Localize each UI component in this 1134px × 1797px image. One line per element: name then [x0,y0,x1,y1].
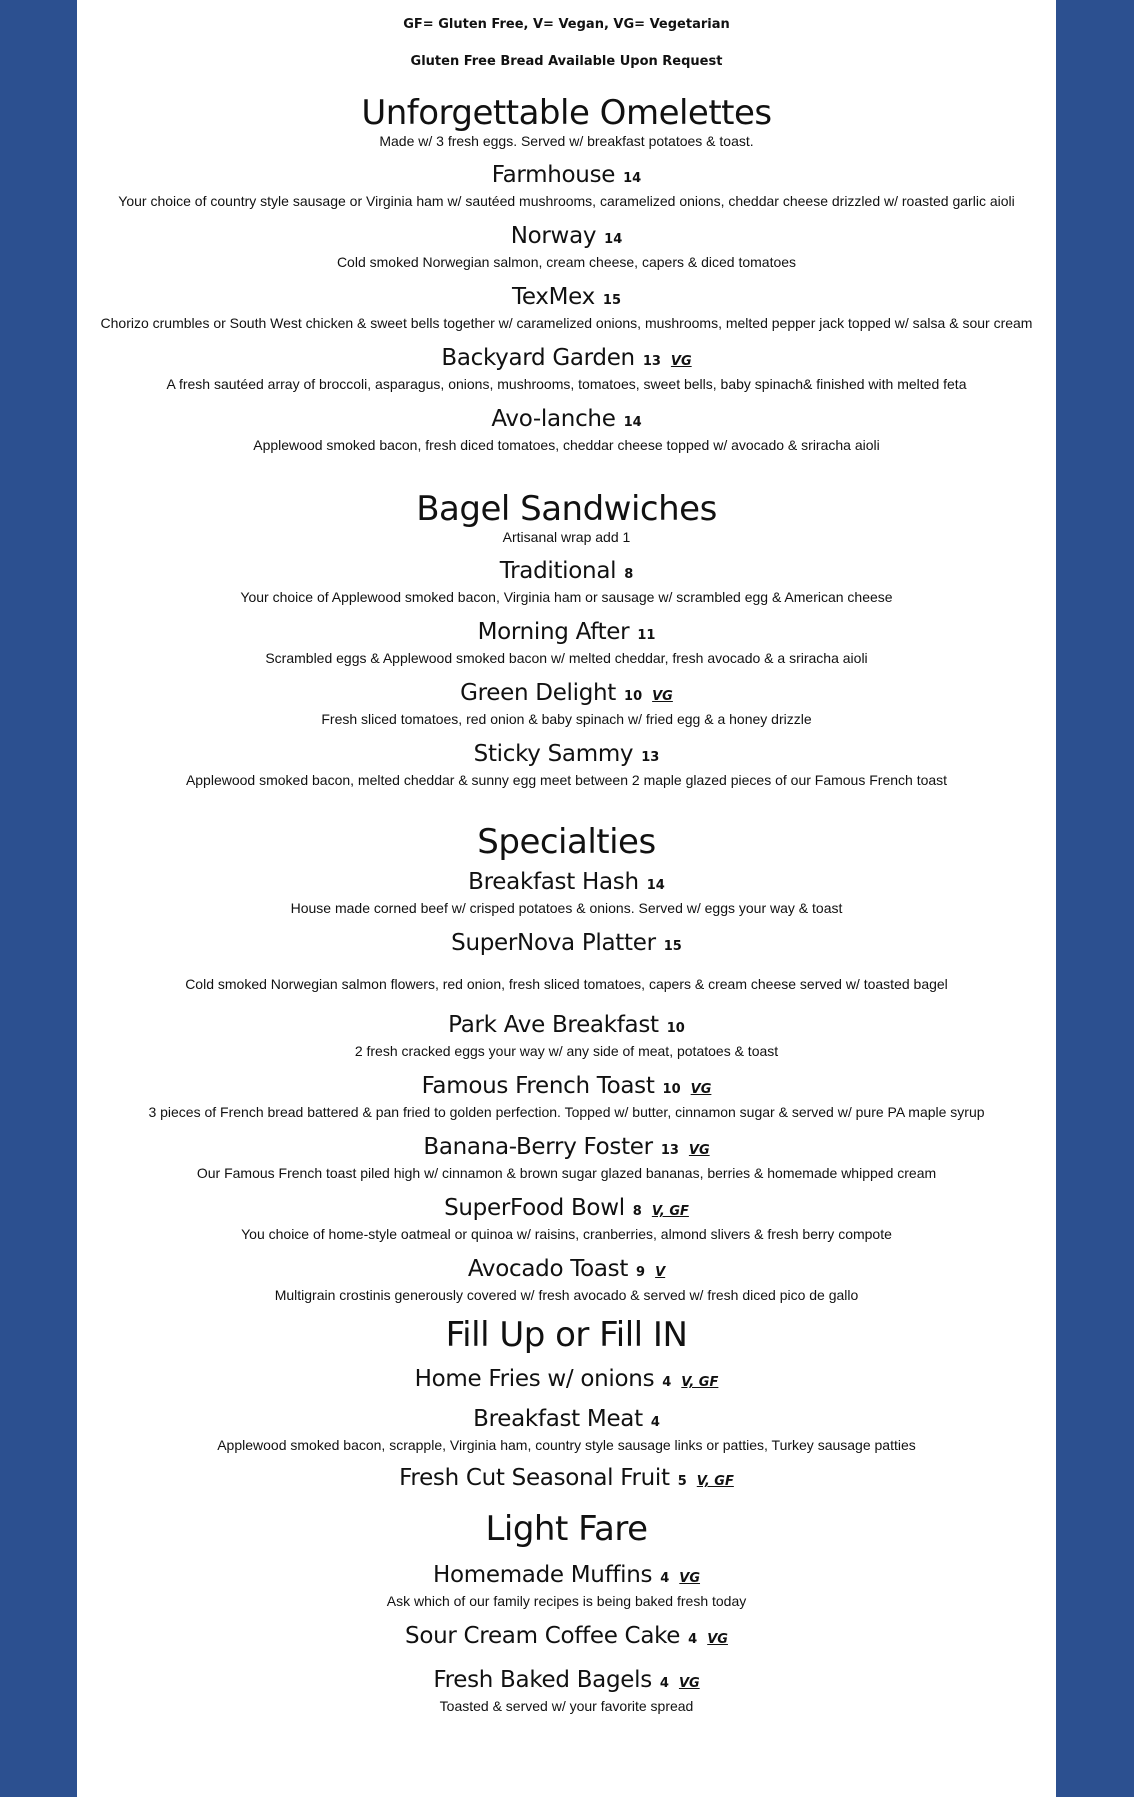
section-title: Fill Up or Fill IN [445,1315,688,1355]
menu-item-price: 13 [641,750,660,765]
menu-item-description: Ask which of our family recipes is being baked fresh today [386,1593,747,1609]
menu-item-name: Farmhouse [491,162,616,188]
menu-item-name: SuperFood Bowl [444,1195,625,1221]
menu-section [77,93,1056,454]
menu-item-price: 11 [637,628,656,643]
menu-page [77,0,1056,1797]
menu-item-heading [77,929,1056,961]
menu-item-name: Traditional [499,558,617,584]
menu-item [77,1622,1056,1654]
menu-item-name: Sticky Sammy [473,741,634,767]
menu-item-heading [77,618,1056,650]
menu-item-price: 4 [650,1415,660,1430]
section-title: Specialties [477,822,656,862]
dietary-tag: VG [707,1632,728,1647]
menu-item-heading [77,1133,1056,1165]
menu-item-name: SuperNova Platter [451,930,656,956]
menu-item-description: You choice of home-style oatmeal or quinoa w/ raisins, cranberries, almond slivers & fresh berry compote [241,1226,892,1242]
menu-item-name: Famous French Toast [421,1073,655,1099]
menu-item-name: Sour Cream Coffee Cake [405,1623,681,1649]
menu-item-price: 10 [624,689,643,704]
menu-item [77,679,1056,728]
menu-item [77,1194,1056,1243]
menu-item-price: 4 [662,1375,672,1390]
menu-item [77,868,1056,917]
menu-item-price: 8 [624,567,634,582]
section-title: Light Fare [485,1509,648,1549]
menu-item-description: Applewood smoked bacon, scrapple, Virginia ham, country style sausage links or patties, Turkey sausage patties [217,1437,916,1453]
menu-item-description: A fresh sautéed array of broccoli, asparagus, onions, mushrooms, tomatoes, sweet bells, baby spinach& finished with melted feta [166,376,967,392]
menu-item-name: Banana-Berry Foster [423,1134,653,1160]
menu-item-price: 14 [623,415,642,430]
menu-item-name: Homemade Muffins [432,1562,653,1588]
menu-item [77,1072,1056,1121]
menu-item-name: Backyard Garden [441,345,635,371]
menu-item-price: 4 [688,1632,698,1647]
menu-item-heading [77,1622,1056,1654]
menu-item-description: Scrambled eggs & Applewood smoked bacon w/ melted cheddar, fresh avocado & a sriracha aioli [265,650,868,666]
menu-section [77,1315,1056,1496]
menu-item-description: Cold smoked Norwegian salmon, cream cheese, capers & diced tomatoes [336,254,797,270]
menu-item-heading [77,161,1056,193]
menu-item-heading [77,222,1056,254]
menu-item-description: Your choice of country style sausage or Virginia ham w/ sautéed mushrooms, caramelized onions, cheddar cheese drizzled w/ roasted garlic aioli [118,193,1015,209]
menu-item-description: Your choice of Applewood smoked bacon, Virginia ham or sausage w/ scrambled egg & American cheese [240,589,893,605]
menu-section [77,822,1056,1304]
menu-item-price: 13 [660,1143,679,1158]
menu-item-name: Morning After [477,619,630,645]
menu-item [77,405,1056,454]
menu-item-description: Cold smoked Norwegian salmon flowers, red onion, fresh sliced tomatoes, capers & cream cheese served w/ toasted bagel [185,976,948,992]
menu-item-heading [77,283,1056,315]
menu-item-name: Fresh Baked Bagels [433,1667,652,1693]
menu-item-heading [77,1561,1056,1593]
menu-item-heading [77,557,1056,589]
menu-item [77,1464,1056,1496]
menu-item-heading [77,740,1056,772]
menu-item [77,1561,1056,1610]
section-title: Unforgettable Omelettes [361,93,772,133]
menu-section [77,1509,1056,1715]
menu-item-name: Avo-lanche [491,406,616,432]
menu-sections [77,93,1056,1715]
menu-item [77,161,1056,210]
menu-item-price: 10 [666,1021,685,1036]
menu-item-name: Norway [510,223,597,249]
menu-item [77,1666,1056,1715]
menu-item-price: 5 [677,1474,687,1489]
menu-item [77,1365,1056,1397]
menu-item-price: 14 [646,878,665,893]
section-title: Bagel Sandwiches [416,489,717,529]
menu-item [77,222,1056,271]
menu-item [77,557,1056,606]
menu-item-name: Home Fries w/ onions [414,1366,655,1392]
menu-item-heading [77,1194,1056,1226]
menu-item-heading [77,679,1056,711]
menu-item-heading [77,1666,1056,1698]
menu-item [77,1133,1056,1182]
menu-item-name: TexMex [512,284,595,310]
menu-item-price: 4 [660,1571,670,1586]
dietary-tag: VG [670,354,692,369]
menu-item-price: 15 [602,293,621,308]
menu-item-heading [77,344,1056,376]
dietary-tag: VG [652,689,673,704]
menu-item [77,740,1056,789]
menu-item-price: 10 [662,1082,681,1097]
menu-item-name: Breakfast Meat [473,1406,643,1432]
menu-item-name: Park Ave Breakfast [448,1012,659,1038]
dietary-tag: V, GF [696,1474,734,1489]
menu-item-heading [77,1011,1056,1043]
menu-item [77,929,1056,993]
menu-item-heading [77,868,1056,900]
menu-item [77,1405,1056,1454]
menu-item-price: 15 [663,939,682,954]
menu-item-description: Applewood smoked bacon, fresh diced tomatoes, cheddar cheese topped w/ avocado & sriracha aioli [253,437,880,453]
menu-item [77,344,1056,393]
menu-item-price: 14 [604,232,623,247]
menu-item-heading [77,1405,1056,1437]
menu-item [77,283,1056,332]
menu-item [77,1011,1056,1060]
dietary-tag: V, GF [651,1204,689,1219]
menu-item-price: 4 [659,1676,669,1691]
menu-item-description: Multigrain crostinis generously covered w/ fresh avocado & served w/ fresh diced pico de gallo [274,1287,859,1303]
menu-item-description: Fresh sliced tomatoes, red onion & baby spinach w/ fried egg & a honey drizzle [321,711,812,727]
menu-item-heading [77,1255,1056,1287]
menu-item [77,1255,1056,1304]
menu-item-heading [77,1464,1056,1496]
gluten-free-note: Gluten Free Bread Available Upon Request [410,54,723,69]
section-subtitle: Artisanal wrap add 1 [502,529,631,545]
menu-item-name: Breakfast Hash [468,869,639,895]
section-subtitle: Made w/ 3 fresh eggs. Served w/ breakfast potatoes & toast. [379,133,754,149]
menu-item-description: Our Famous French toast piled high w/ cinnamon & brown sugar glazed bananas, berries & homemade whipped cream [196,1165,937,1181]
dietary-legend: GF= Gluten Free, V= Vegan, VG= Vegetarian [403,17,730,32]
menu-item-price: 13 [642,354,661,369]
menu-item-price: 9 [636,1265,646,1280]
menu-section [77,489,1056,789]
menu-item-name: Fresh Cut Seasonal Fruit [399,1465,670,1491]
dietary-tag: VG [688,1143,710,1158]
dietary-tag: VG [690,1082,712,1097]
menu-item-description: Chorizo crumbles or South West chicken & sweet bells together w/ caramelized onions, mushrooms, melted pepper jack topped w/ salsa & sour cream [100,315,1033,331]
menu-item-price: 8 [632,1204,642,1219]
dietary-tag: V [655,1265,666,1280]
dietary-tag: VG [679,1571,701,1586]
menu-item-heading [77,405,1056,437]
menu-item-heading [77,1072,1056,1104]
menu-item-description: 2 fresh cracked eggs your way w/ any side of meat, potatoes & toast [354,1043,779,1059]
menu-item-name: Avocado Toast [467,1256,629,1282]
menu-item [77,618,1056,667]
dietary-tag: V, GF [681,1375,719,1390]
menu-item-description: House made corned beef w/ crisped potatoes & onions. Served w/ eggs your way & toast [290,900,843,916]
menu-item-description: Applewood smoked bacon, melted cheddar & sunny egg meet between 2 maple glazed pieces of our Famous French toast [185,772,948,788]
menu-item-price: 14 [623,171,642,186]
menu-item-description: Toasted & served w/ your favorite spread [439,1698,694,1714]
menu-item-heading [77,1365,1056,1397]
menu-item-name: Green Delight [460,680,617,706]
dietary-tag: VG [678,1676,700,1691]
menu-item-description: 3 pieces of French bread battered & pan fried to golden perfection. Topped w/ butter, cinnamon sugar & served w/ pure PA maple syrup [148,1104,985,1120]
